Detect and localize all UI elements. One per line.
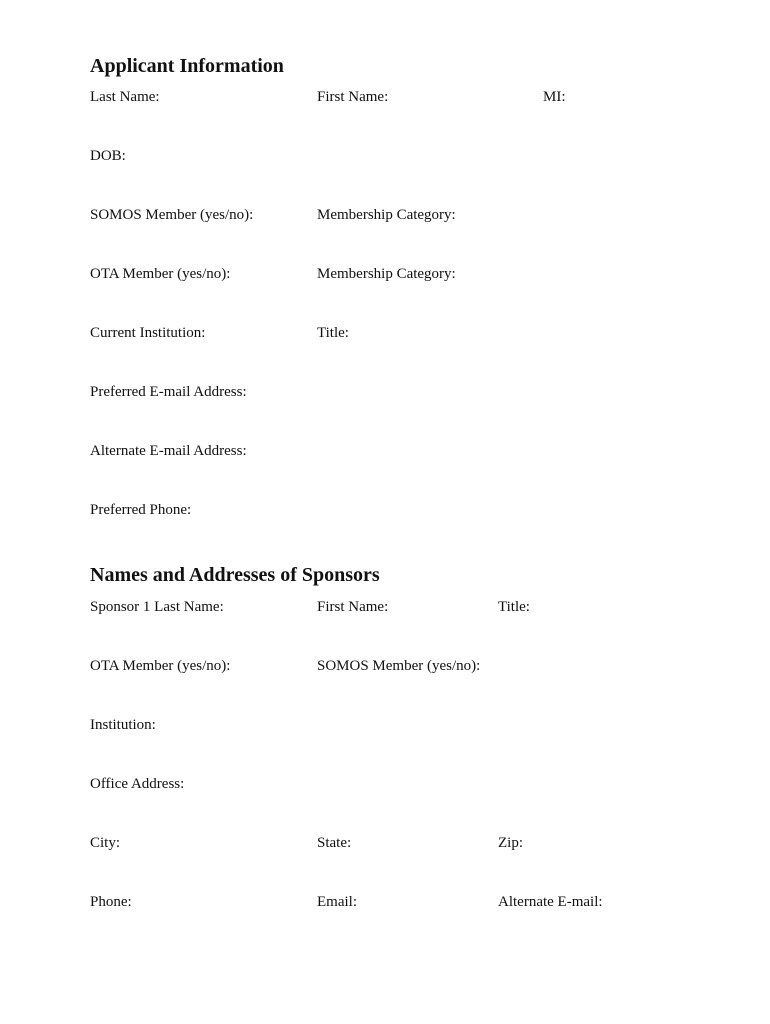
current-institution-label: Current Institution: (90, 325, 206, 341)
dob-label: DOB: (90, 148, 126, 164)
applicant-information-heading: Applicant Information (90, 55, 284, 77)
sponsor-office-address-label: Office Address: (90, 776, 185, 792)
middle-initial-label: MI: (543, 89, 566, 105)
sponsor-state-label: State: (317, 835, 352, 851)
sponsor1-last-name-label: Sponsor 1 Last Name: (90, 599, 224, 615)
sponsor-institution-label: Institution: (90, 717, 156, 733)
sponsor-phone-label: Phone: (90, 894, 132, 910)
sponsor1-title-label: Title: (498, 599, 530, 615)
ota-member-label: OTA Member (yes/no): (90, 266, 231, 282)
last-name-label: Last Name: (90, 89, 160, 105)
sponsor-zip-label: Zip: (498, 835, 523, 851)
sponsor1-first-name-label: First Name: (317, 599, 389, 615)
sponsor-email-label: Email: (317, 894, 357, 910)
applicant-title-label: Title: (317, 325, 349, 341)
somos-member-label: SOMOS Member (yes/no): (90, 207, 254, 223)
alternate-email-label: Alternate E-mail Address: (90, 443, 247, 459)
somos-membership-category-label: Membership Category: (317, 207, 456, 223)
sponsor-somos-member-label: SOMOS Member (yes/no): (317, 658, 481, 674)
preferred-phone-label: Preferred Phone: (90, 502, 192, 518)
preferred-email-label: Preferred E-mail Address: (90, 384, 247, 400)
sponsor-alternate-email-label: Alternate E-mail: (498, 894, 603, 910)
sponsor-city-label: City: (90, 835, 121, 851)
sponsors-heading: Names and Addresses of Sponsors (90, 564, 380, 586)
ota-membership-category-label: Membership Category: (317, 266, 456, 282)
first-name-label: First Name: (317, 89, 389, 105)
sponsor-ota-member-label: OTA Member (yes/no): (90, 658, 231, 674)
